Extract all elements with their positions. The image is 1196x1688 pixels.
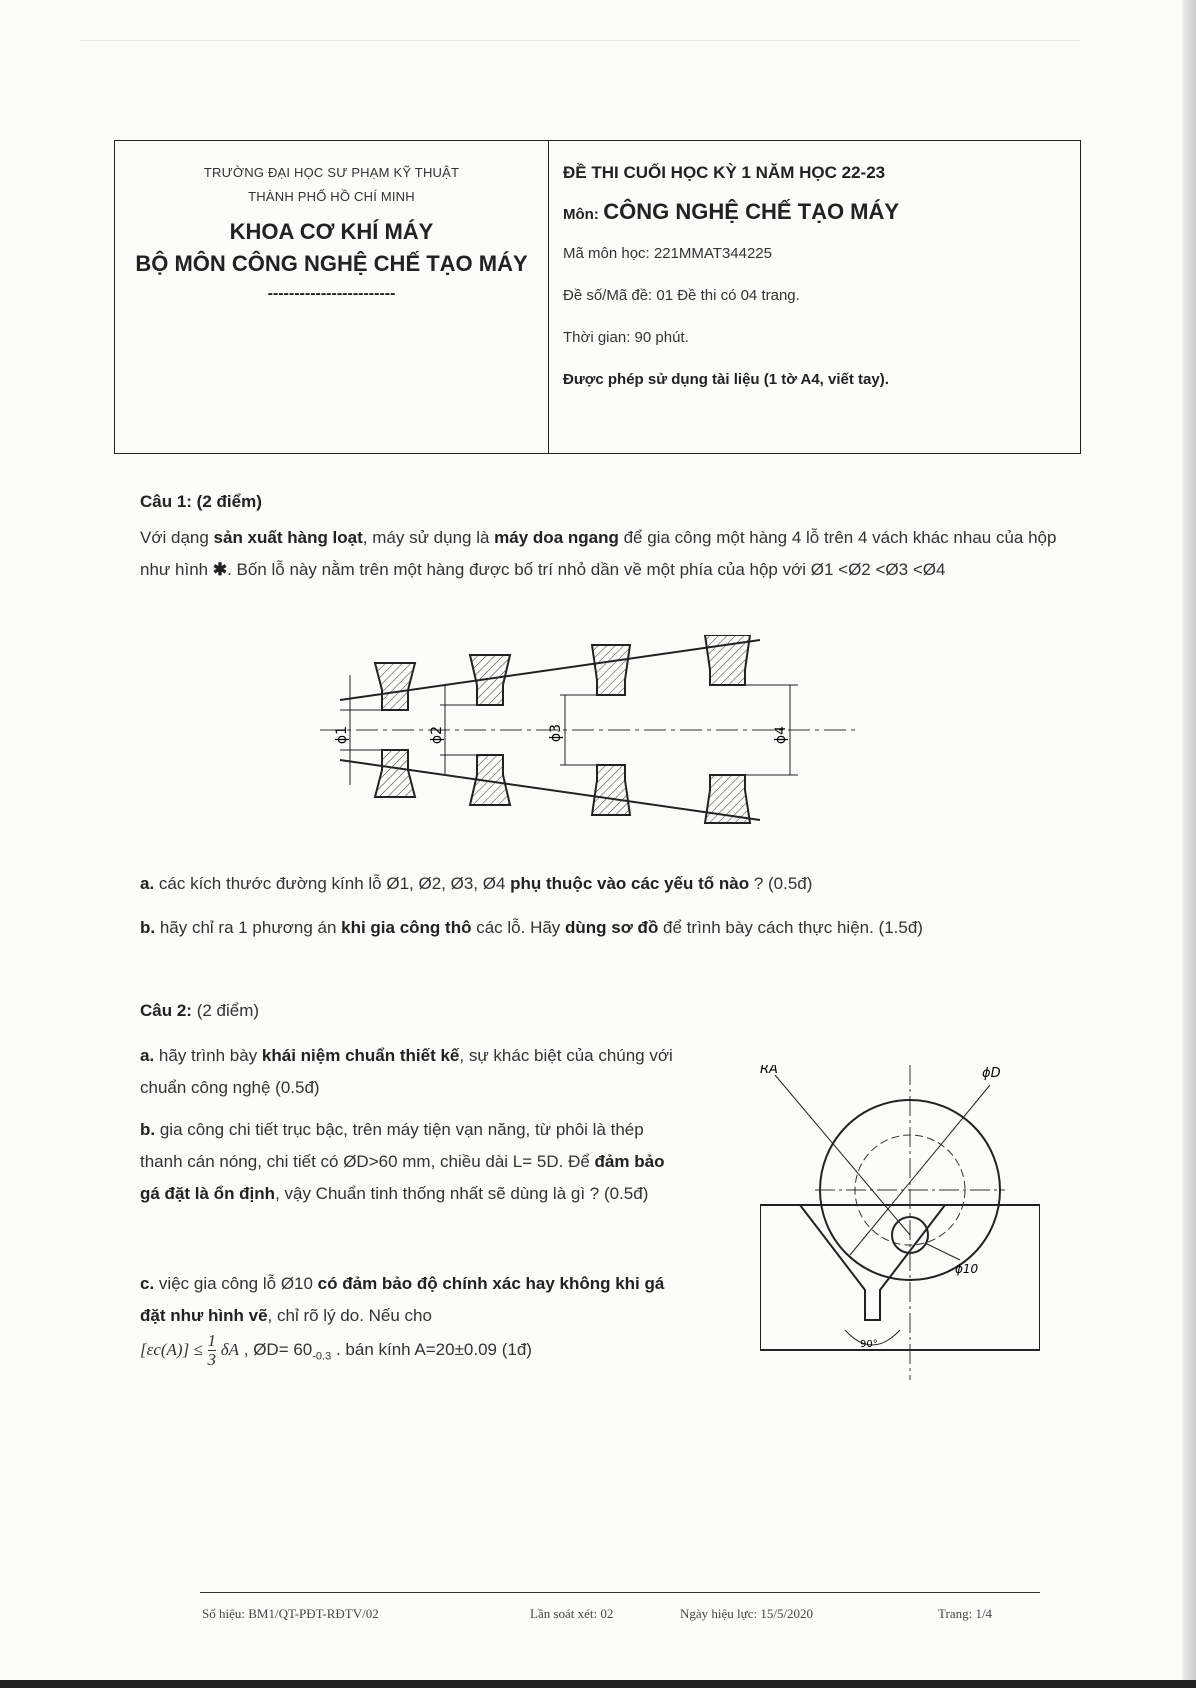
footer-effective-date: Ngày hiệu lực: 15/5/2020 (680, 1606, 814, 1621)
question-1b: b. hãy chỉ ra 1 phương án khi gia công thô các lỗ. Hãy dùng sơ đồ để trình bày cách thực hiện. (1.5đ) (140, 918, 923, 937)
university-line-1: TRƯỜNG ĐẠI HỌC SƯ PHẠM KỸ THUẬT (203, 165, 460, 180)
shaft-vblock-figure (760, 1065, 1040, 1385)
exam-header (114, 140, 1081, 454)
course-code: Mã môn học: 221MMAT344225 (563, 245, 772, 262)
question-2c: c. việc gia công lỗ Ø10 có đảm bảo độ chính xác hay không khi gá đặt như hình vẽ, chỉ rõ lý do. Nếu cho (140, 1274, 665, 1325)
footer-revision: Lần soát xét: 02 (530, 1606, 614, 1621)
dim-phi2-label: ϕ2 (429, 725, 445, 745)
university-line-2: THÀNH PHỐ HỒ CHÍ MINH (248, 189, 415, 204)
scan-artifact (80, 40, 1080, 41)
question-1-title: Câu 1: (2 điểm) (140, 492, 262, 511)
footer-rule (200, 1592, 1040, 1593)
question-2-title: Câu 2: (2 điểm) (140, 1001, 260, 1020)
exam-title: ĐỀ THI CUỐI HỌC KỲ 1 NĂM HỌC 22-23 (563, 163, 886, 182)
dim-phi3-label: ϕ3 (548, 723, 564, 743)
scan-bottom-edge (0, 1680, 1196, 1688)
label-ra: RA (760, 1065, 778, 1077)
box-holes-figure (320, 635, 880, 825)
question-1-intro: Với dạng sản xuất hàng loạt, máy sử dụng là máy doa ngang để gia công một hàng 4 lỗ trên 4 vách khác nhau của hộp như hình ✱. Bốn lỗ này nằm trên một hàng được bố trí nhỏ dần về một phía của hộp với Ø1 <Ø2 <Ø3 <Ø4 (140, 528, 1057, 579)
question-2b: b. gia công chi tiết trục bậc, trên máy tiện vạn năng, từ phôi là thép thanh cán nóng, chi tiết có ØD>60 mm, chiều dài L= 5D. Để đảm bảo gá đặt là ổn định, vậy Chuẩn tinh thống nhất sẽ dùng là gì ? (0.5đ) (140, 1120, 665, 1203)
label-phi-d: ϕD (982, 1066, 1001, 1081)
divider-dashes: ------------------------ (267, 285, 396, 302)
subject-value: CÔNG NGHỆ CHẾ TẠO MÁY (603, 199, 900, 224)
department-name: BỘ MÔN CÔNG NGHỆ CHẾ TẠO MÁY (135, 251, 528, 276)
faculty-name: KHOA CƠ KHÍ MÁY (229, 219, 434, 244)
subject-label: Môn: (563, 206, 599, 223)
subject-line (563, 195, 1080, 232)
dim-phi1-label: ϕ1 (334, 725, 350, 745)
question-1a: a. các kích thước đường kính lỗ Ø1, Ø2, Ø3, Ø4 phụ thuộc vào các yếu tố nào ? (0.5đ) (140, 874, 813, 893)
institution-block (115, 141, 549, 453)
footer-page: Trang: 1/4 (938, 1606, 993, 1621)
scan-edge (1182, 0, 1196, 1688)
question-2c-formula: [εc(A)] ≤ $\frac{1}{3}$ δA , ØD= $60_{-0.3}$ . bán kính A=20±0.09 (1đ) (140, 1331, 532, 1369)
figure-reference-mark: ✱ (212, 560, 228, 579)
exam-code: Đề số/Mã đề: 01 Đề thi có 04 trang. (563, 287, 800, 304)
label-angle: 90° (860, 1339, 878, 1350)
exam-info-block (549, 141, 1080, 453)
fraction-one-third: $\frac{1}{3}$ (207, 1331, 216, 1369)
dim-phi4-label: ϕ4 (773, 725, 789, 745)
label-phi-10: ϕ10 (955, 1262, 979, 1276)
duration: Thời gian: 90 phút. (563, 329, 689, 346)
question-2a: a. hãy trình bày khái niệm chuẩn thiết kế, sự khác biệt của chúng với chuẩn công nghệ (0.5đ) (140, 1046, 673, 1097)
materials-allowed: Được phép sử dụng tài liệu (1 tờ A4, viết tay). (563, 371, 889, 388)
footer-doc-code: Số hiệu: BM1/QT-PĐT-RĐTV/02 (202, 1606, 379, 1621)
